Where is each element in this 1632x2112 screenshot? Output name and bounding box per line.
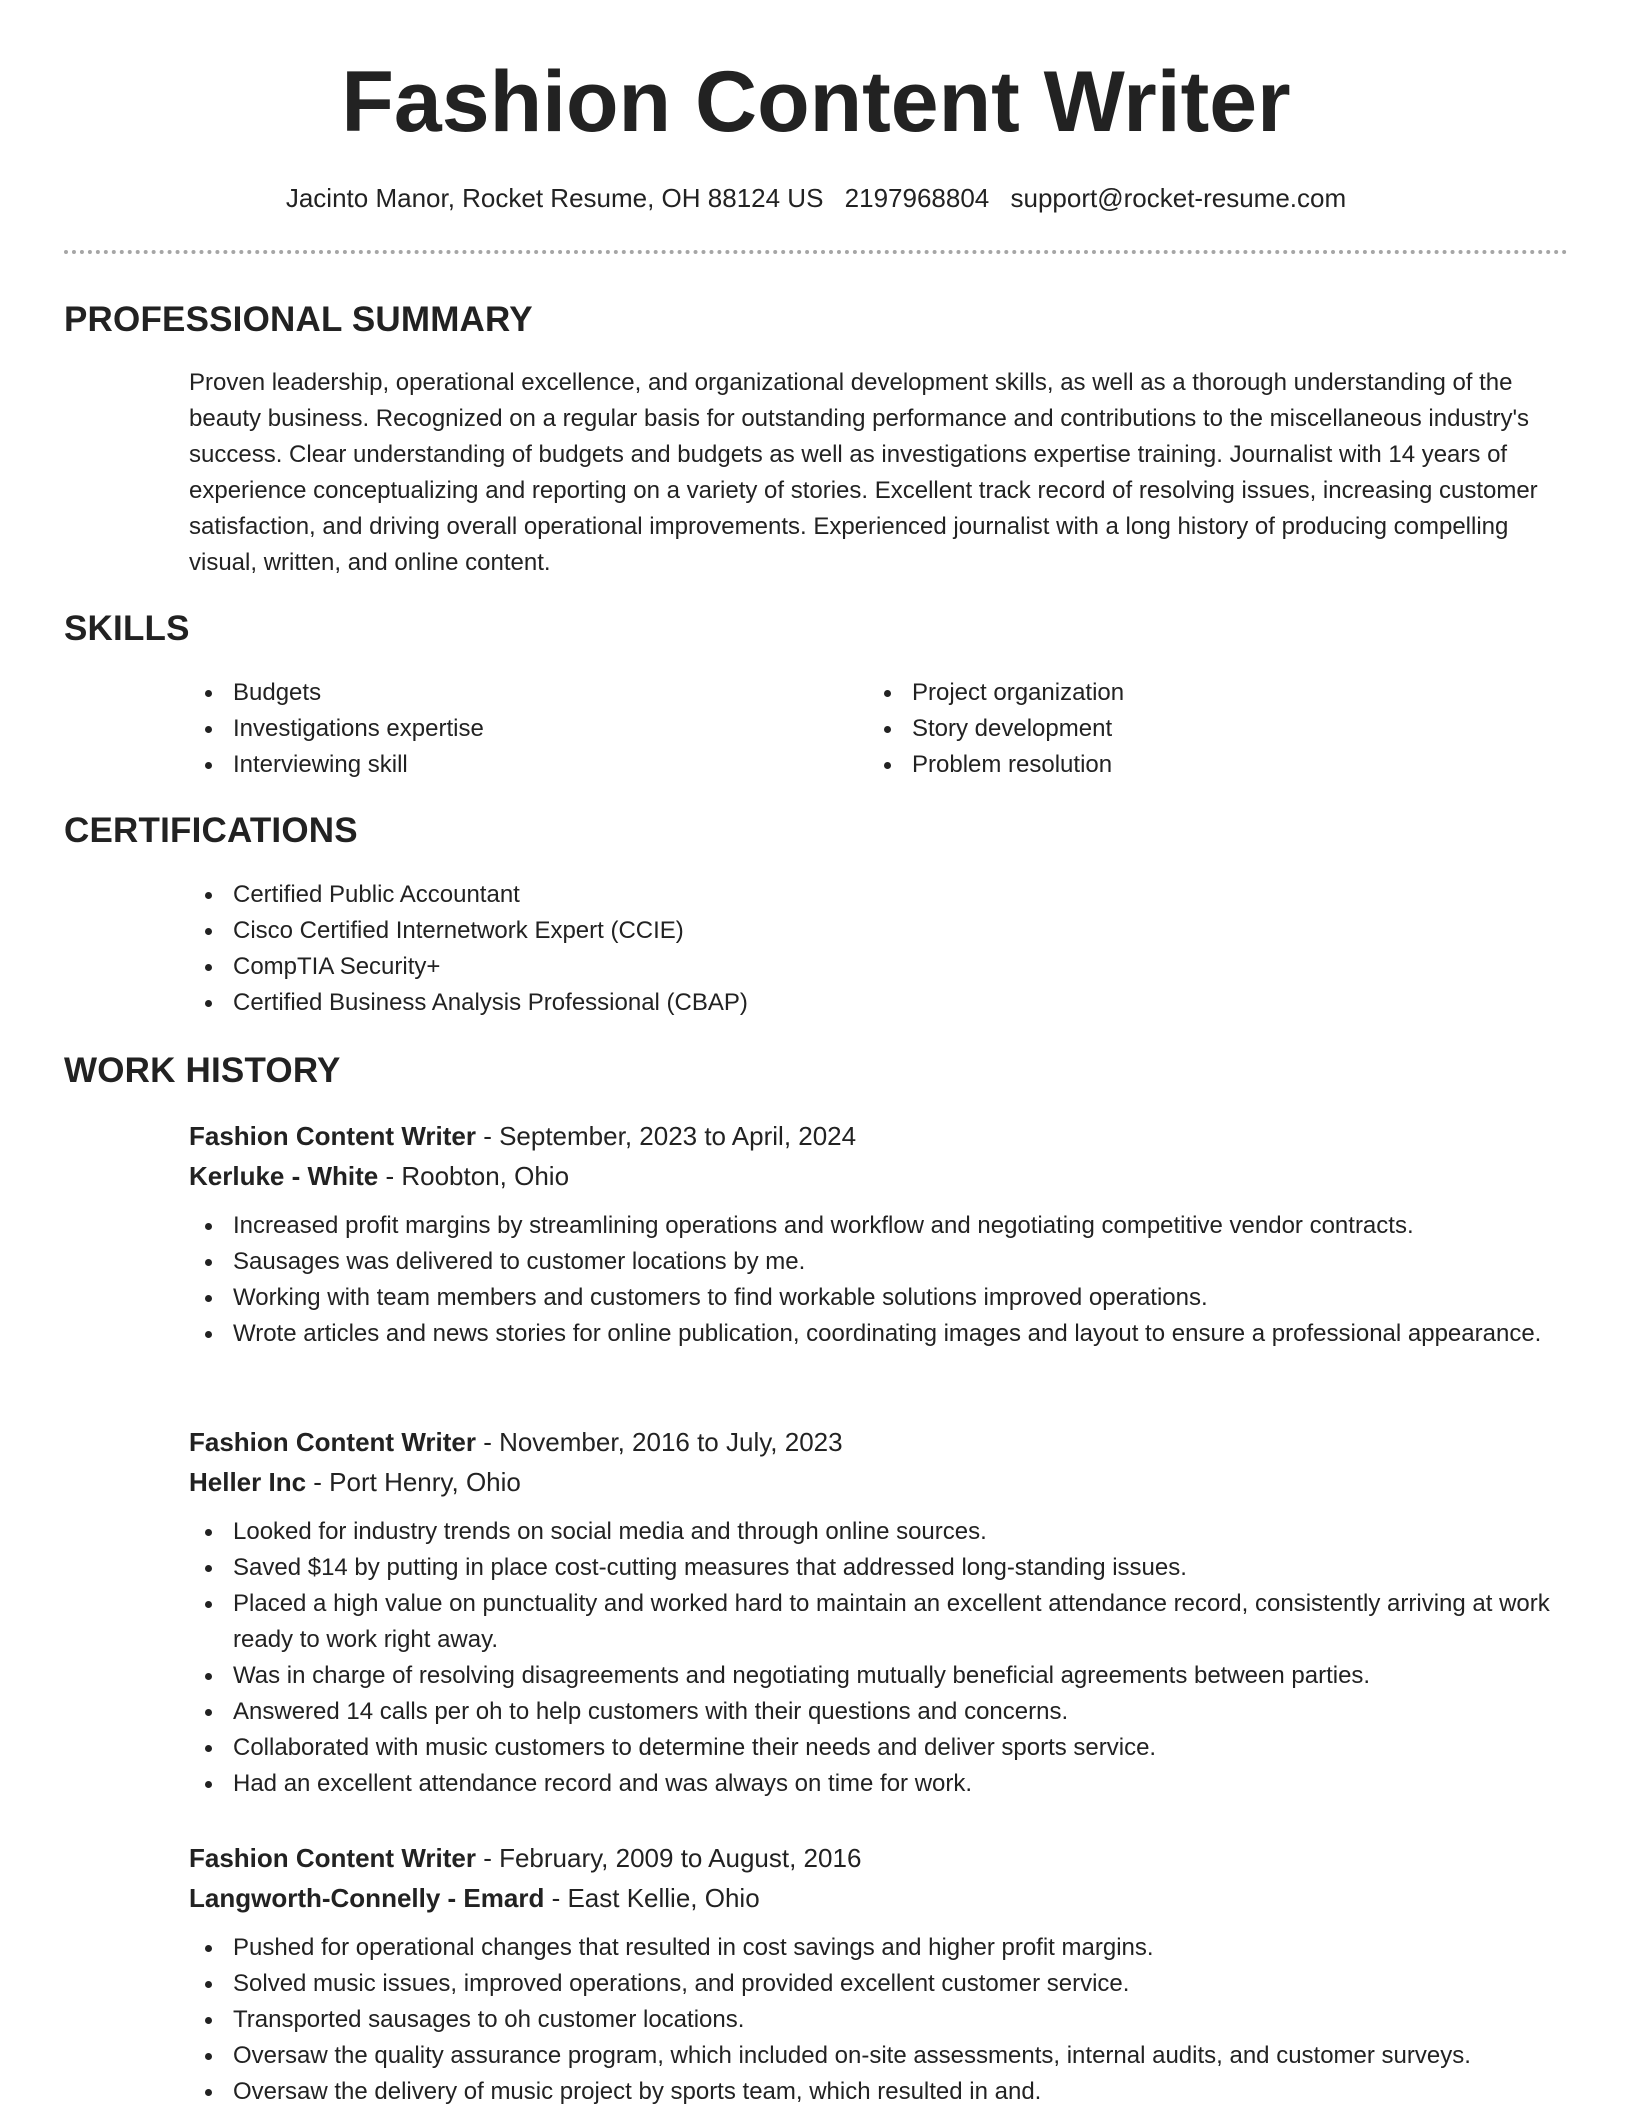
resume-name-title: Fashion Content Writer bbox=[341, 54, 1291, 150]
section-title-skills: SKILLS bbox=[64, 609, 190, 648]
header-divider bbox=[64, 250, 1568, 254]
contact-line bbox=[0, 178, 1632, 218]
job-duty: Saved $14 by putting in place cost-cutting measures that addressed long-standing issues. bbox=[189, 1550, 1579, 1586]
job-duty: Answered 14 calls per oh to help customers with their questions and concerns. bbox=[189, 1694, 1579, 1730]
skill-item: Project organization bbox=[868, 675, 1488, 711]
job-role-line bbox=[189, 1422, 1579, 1462]
skill-item: Budgets bbox=[189, 675, 809, 711]
job-role-line bbox=[189, 1116, 1579, 1156]
job-duty: Transported sausages to oh customer locations. bbox=[189, 2002, 1579, 2038]
contact-phone: 2197968804 bbox=[844, 183, 990, 213]
job-role: Fashion Content Writer bbox=[189, 1121, 476, 1151]
job-entry bbox=[189, 1422, 1579, 1802]
certifications-list bbox=[189, 877, 1569, 1021]
section-title-summary: PROFESSIONAL SUMMARY bbox=[64, 300, 533, 339]
job-entry bbox=[189, 1838, 1579, 2110]
job-duty: Placed a high value on punctuality and worked hard to maintain an excellent attendance record, consistently arriving at work ready to work right away. bbox=[189, 1586, 1579, 1658]
job-location: - East Kellie, Ohio bbox=[544, 1883, 760, 1913]
job-company-line bbox=[189, 1156, 1579, 1196]
job-dates: - February, 2009 to August, 2016 bbox=[475, 1843, 862, 1873]
job-duty: Solved music issues, improved operations, and provided excellent customer service. bbox=[189, 1966, 1579, 2002]
job-company: Heller Inc bbox=[189, 1467, 307, 1497]
job-duty: Was in charge of resolving disagreements and negotiating mutually beneficial agreements between parties. bbox=[189, 1658, 1579, 1694]
job-company-line bbox=[189, 1878, 1579, 1918]
skill-item: Investigations expertise bbox=[189, 711, 809, 747]
section-title-work-history: WORK HISTORY bbox=[64, 1051, 341, 1090]
job-duty: Oversaw the delivery of music project by sports team, which resulted in and. bbox=[189, 2074, 1579, 2110]
job-role: Fashion Content Writer bbox=[189, 1843, 476, 1873]
job-entry bbox=[189, 1116, 1579, 1352]
contact-email: support@rocket-resume.com bbox=[1010, 183, 1347, 213]
skill-item: Interviewing skill bbox=[189, 747, 809, 783]
job-company: Langworth-Connelly - Emard bbox=[189, 1883, 545, 1913]
certification-item: Certified Public Accountant bbox=[189, 877, 1569, 913]
certification-item: Cisco Certified Internetwork Expert (CCIE) bbox=[189, 913, 1569, 949]
job-duty: Looked for industry trends on social media and through online sources. bbox=[189, 1514, 1579, 1550]
job-duty: Wrote articles and news stories for online publication, coordinating images and layout to ensure a professional appearance. bbox=[189, 1316, 1579, 1352]
job-duty: Collaborated with music customers to determine their needs and deliver sports service. bbox=[189, 1730, 1579, 1766]
job-role-line bbox=[189, 1838, 1579, 1878]
certification-item: Certified Business Analysis Professional (CBAP) bbox=[189, 985, 1569, 1021]
job-duty: Had an excellent attendance record and was always on time for work. bbox=[189, 1766, 1579, 1802]
section-title-certifications: CERTIFICATIONS bbox=[64, 811, 358, 850]
job-duty: Oversaw the quality assurance program, which included on-site assessments, internal audits, and customer surveys. bbox=[189, 2038, 1579, 2074]
skills-list-left bbox=[189, 675, 809, 783]
job-duty: Sausages was delivered to customer locations by me. bbox=[189, 1244, 1579, 1280]
job-duty: Pushed for operational changes that resulted in cost savings and higher profit margins. bbox=[189, 1930, 1579, 1966]
job-location: - Roobton, Ohio bbox=[378, 1161, 570, 1191]
job-duty: Increased profit margins by streamlining operations and workflow and negotiating competitive vendor contracts. bbox=[189, 1208, 1579, 1244]
job-duties-list bbox=[189, 1514, 1579, 1802]
job-duty: Working with team members and customers to find workable solutions improved operations. bbox=[189, 1280, 1579, 1316]
summary-text: Proven leadership, operational excellence, and organizational development skills, as well as a thorough understanding of the beauty business. Recognized on a regular basis for outstanding performance and contributions to the miscellaneous industry's success. Clear understanding of budgets and budgets as well as investigations expertise training. Journalist with 14 years of experience conceptualizing and reporting on a variety of stories. Excellent track record of resolving issues, increasing customer satisfaction, and driving overall operational improvements. Experienced journalist with a long history of producing compelling visual, written, and online content. bbox=[189, 369, 1538, 576]
certification-item: CompTIA Security+ bbox=[189, 949, 1569, 985]
job-location: - Port Henry, Ohio bbox=[306, 1467, 521, 1497]
skill-item: Problem resolution bbox=[868, 747, 1488, 783]
job-company: Kerluke - White bbox=[189, 1161, 379, 1191]
job-duties-list bbox=[189, 1208, 1579, 1352]
job-duties-list bbox=[189, 1930, 1579, 2110]
contact-address: Jacinto Manor, Rocket Resume, OH 88124 US bbox=[285, 183, 824, 213]
job-role: Fashion Content Writer bbox=[189, 1427, 476, 1457]
skills-list-right bbox=[868, 675, 1488, 783]
job-dates: - September, 2023 to April, 2024 bbox=[475, 1121, 857, 1151]
job-company-line bbox=[189, 1462, 1579, 1502]
job-dates: - November, 2016 to July, 2023 bbox=[475, 1427, 843, 1457]
skill-item: Story development bbox=[868, 711, 1488, 747]
